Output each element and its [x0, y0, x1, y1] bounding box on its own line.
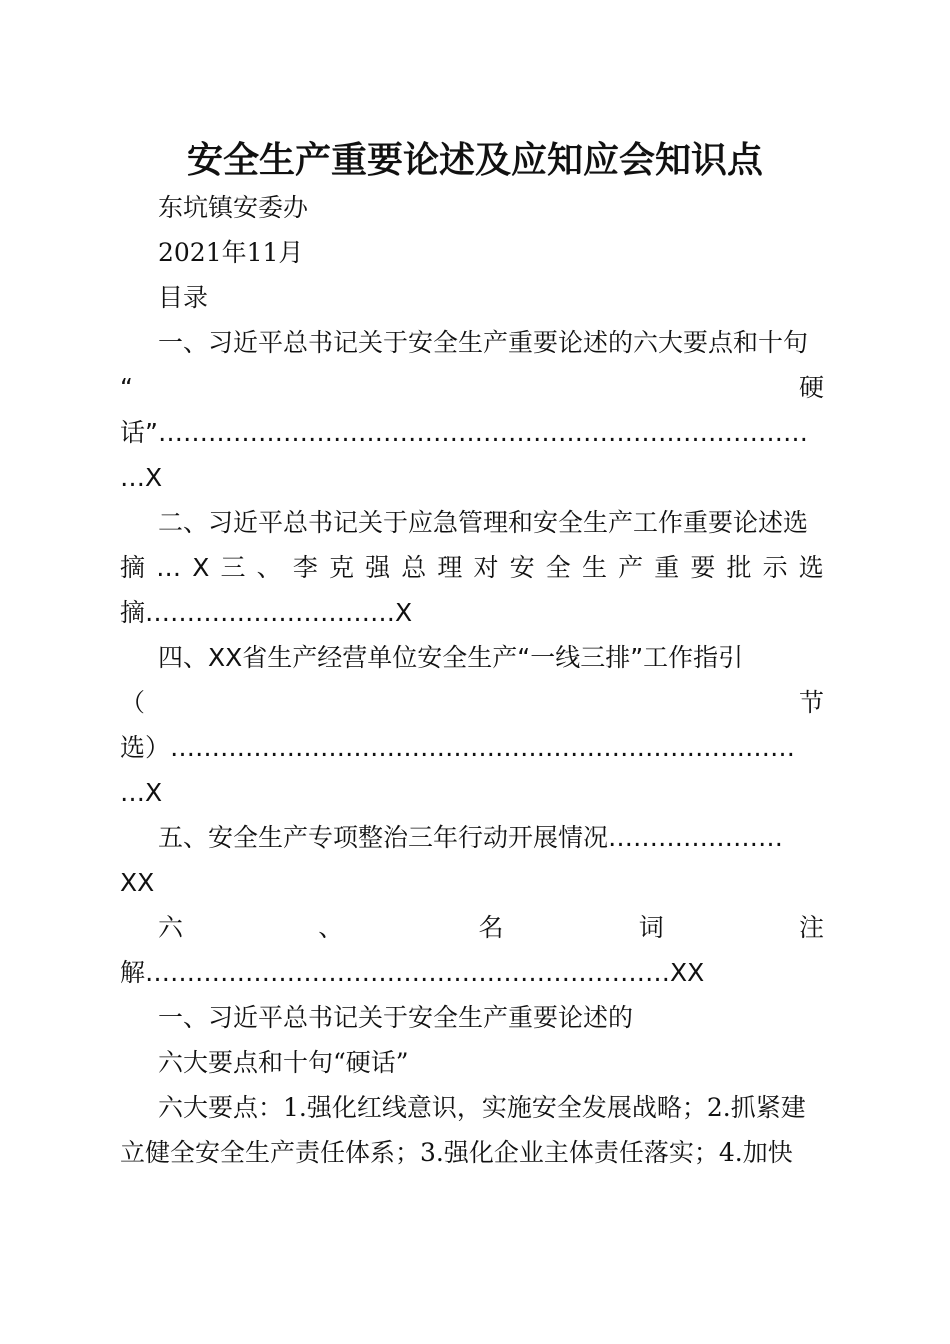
document-author: 东坑镇安委办 [158, 193, 309, 222]
toc-item-1-quote: “ [120, 373, 133, 402]
toc-char: 对 [473, 553, 499, 582]
toc-char: 全 [545, 553, 571, 582]
toc-item-4-line-1: 四、XX省生产经营单位安全生产“一线三排”工作指引 [158, 643, 744, 672]
toc-item-6-line-1 [158, 906, 824, 950]
toc-item-4-paren: （ [120, 688, 146, 717]
toc-char: 选 [798, 553, 824, 582]
toc-char: 名 [478, 913, 504, 942]
document-title: 安全生产重要论述及应知应会知识点 [186, 139, 763, 181]
toc-item-2-line-1: 二、习近平总书记关于应急管理和安全生产工作重要论述选 [158, 508, 809, 537]
paragraph-line-2: 立健全安全生产责任体系；3.强化企业主体责任落实；4.加快 [120, 1138, 793, 1167]
toc-char: 三 [220, 553, 246, 582]
toc-char: 六 [158, 913, 184, 942]
toc-char: 批 [726, 553, 752, 582]
toc-char: 示 [762, 553, 788, 582]
section-subheading: 六大要点和十句“硬话” [158, 1048, 409, 1077]
toc-char: 安 [509, 553, 535, 582]
toc-char: 要 [690, 553, 716, 582]
toc-item-1-line-1: 一、习近平总书记关于安全生产重要论述的六大要点和十句 [158, 328, 809, 357]
toc-item-1-page: …X [120, 463, 163, 492]
toc-item-5-page: XX [120, 868, 155, 897]
toc-item-6-line-2: 解………………………………………………………XX [120, 958, 705, 987]
toc-item-4-line-3: 选）………………………………………………………………… [120, 733, 796, 762]
toc-item-1-char: 硬 [798, 373, 824, 402]
toc-char: 总 [401, 553, 427, 582]
toc-item-1-line-2 [120, 366, 824, 410]
toc-char: 理 [437, 553, 463, 582]
toc-char: 克 [328, 553, 354, 582]
toc-item-5-line-1: 五、安全生产专项整治三年行动开展情况………………… [158, 823, 784, 852]
toc-item-4-page: …X [120, 778, 163, 807]
paragraph-line-1: 六大要点：1.强化红线意识，实施安全发展战略；2.抓紧建 [158, 1093, 806, 1122]
toc-item-2-line-2 [120, 546, 824, 590]
toc-char: 摘 [120, 553, 146, 582]
toc-char: 生 [581, 553, 607, 582]
toc-char: 、 [256, 553, 282, 582]
toc-item-1-line-3: 话”…………………………………………………………………… [120, 418, 808, 447]
toc-char: 注 [798, 913, 824, 942]
toc-char: 产 [618, 553, 644, 582]
toc-item-3-line: 摘…………………………X [120, 598, 413, 627]
toc-heading: 目录 [158, 283, 209, 312]
toc-char: 李 [292, 553, 318, 582]
toc-char: 词 [638, 913, 664, 942]
toc-char: X [192, 553, 210, 582]
toc-char: 强 [365, 553, 391, 582]
toc-item-4-char: 节 [798, 688, 824, 717]
toc-item-4-line-2 [120, 681, 824, 725]
document-date: 2021年11月 [158, 238, 304, 267]
toc-char: 、 [318, 913, 344, 942]
toc-char: … [156, 553, 182, 582]
toc-char: 重 [654, 553, 680, 582]
section-heading: 一、习近平总书记关于安全生产重要论述的 [158, 1003, 634, 1032]
